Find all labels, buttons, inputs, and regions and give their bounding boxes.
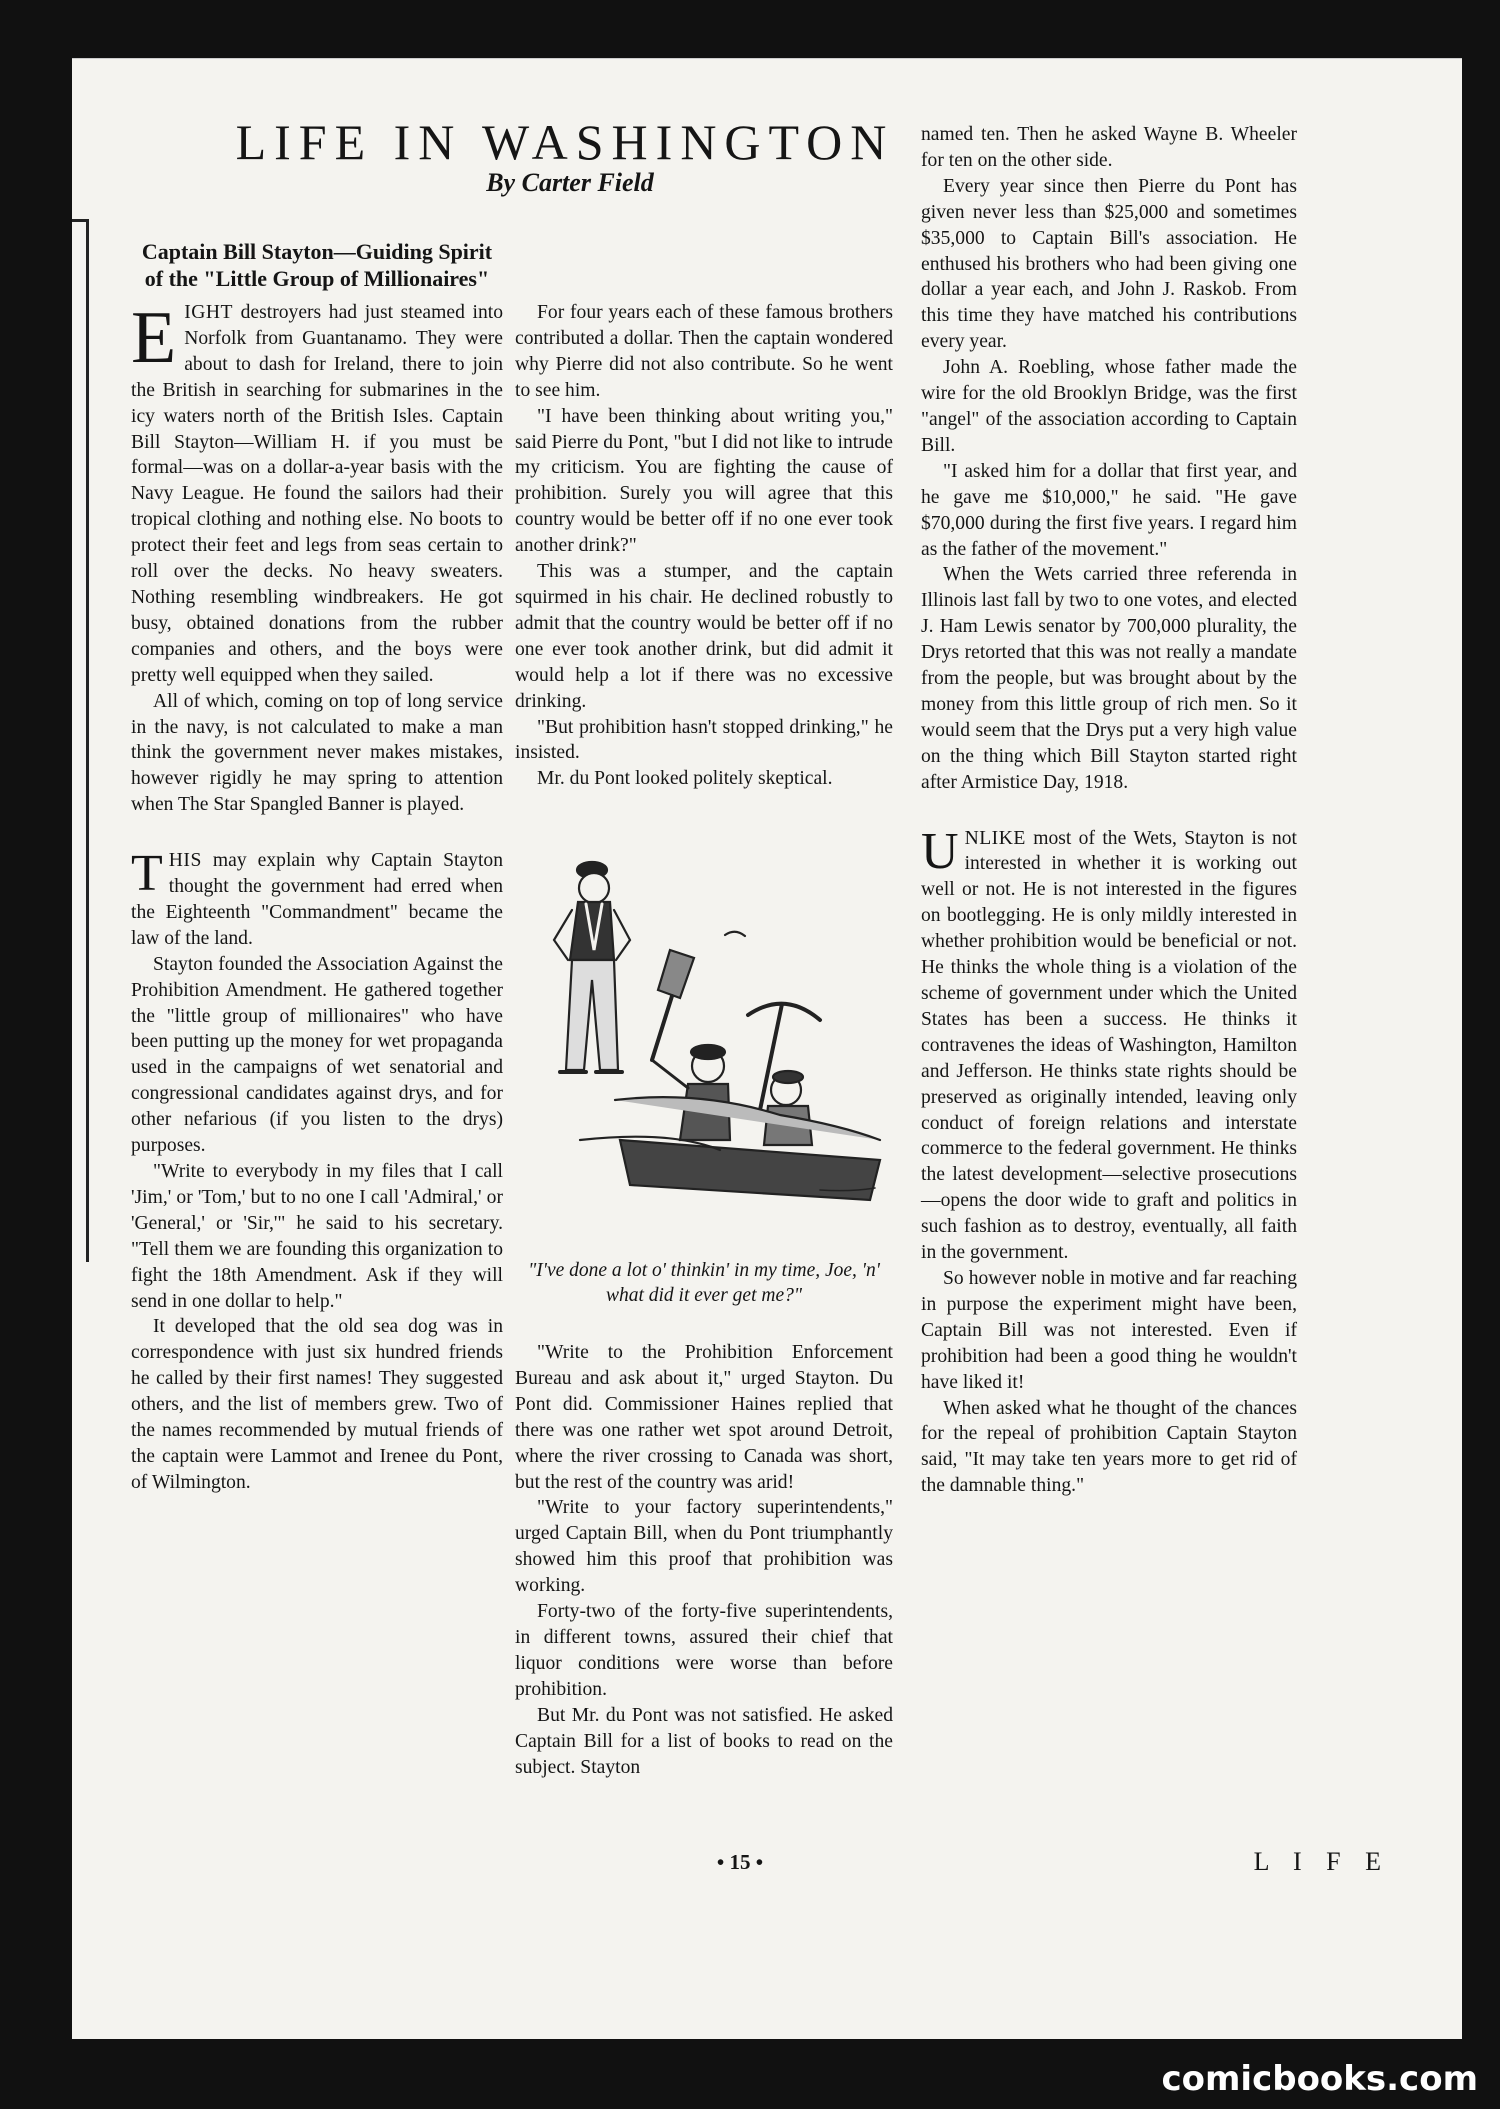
paragraph: Mr. du Pont looked politely skeptical. bbox=[537, 768, 833, 790]
magazine-name: L I F E bbox=[1253, 1847, 1390, 1876]
lead-in: HIS bbox=[168, 850, 202, 872]
cartoon-illustration bbox=[520, 840, 890, 1250]
paragraph: John A. Roebling, whose father made the wire for the old Brooklyn Bridge, was the first "angel" of the association according to Captain Bill. bbox=[921, 357, 1297, 456]
paragraph bbox=[131, 297, 503, 689]
paragraph: All of which, coming on top of long service in the navy, is not calculated to make a man think the government never makes mistakes, however rigidly he may spring to attention when The Star Spangled Banner is played. bbox=[131, 690, 503, 816]
paragraph-text: destroyers had just steamed into Norfolk from Guantanamo. They were about to dash for Ireland, there to join the British in searching for submarines in the icy waters north of the British Isles. Captain Bill Stayton—William H. if you must be formal—was on a dollar-a-year basis with the Navy League. He found the sailors had their tropical clothing and nothing else. No boots to protect their feet and legs from seas certain to roll over the decks. No heavy sweaters. Nothing resembling windbreakers. He got busy, obtained donations from the rubber companies and others, and the boys were pretty well equipped when they sailed. bbox=[131, 302, 503, 686]
paragraph: So however noble in motive and far reaching in purpose the experiment might have been, Captain Bill was not interested. Even if prohibition had been a good thing he wouldn't have liked it! bbox=[921, 1267, 1297, 1393]
paragraph: Stayton founded the Association Against the Prohibition Amendment. He gathered together the "little group of millionaires" who have been putting up the money for wet propaganda used in the campaigns of wet senatorial and congressional candidates against drys, and for other nefarious (if you listen to the drys) purposes. bbox=[131, 953, 503, 1157]
paragraph: "I asked him for a dollar that first year, and he gave me $10,000," he said. "He gave $70,000 during the first five years. I regard him as the father of the movement." bbox=[921, 460, 1297, 560]
paragraph: Forty-two of the forty-five superintendents, in different towns, assured their chief that liquor conditions were worse than before prohibition. bbox=[515, 1601, 893, 1700]
paragraph: Every year since then Pierre du Pont has given never less than $25,000 and sometimes $35,000 to Captain Bill's association. He enthused his brothers who had been giving one dollar a year each, and John J. Raskob. From this time they have matched his contributions every year. bbox=[921, 175, 1297, 353]
paragraph: "Write to your factory superintendents," urged Captain Bill, when du Pont triumphantly showed him this proof that prohibition was working. bbox=[515, 1497, 893, 1597]
text-column-2-continued bbox=[515, 1340, 893, 1780]
paragraph: When the Wets carried three referenda in Illinois last fall by two to one votes, and elected J. Ham Lewis senator by 700,000 plurality, the Drys retorted that this was not really a mandate from the people, but was brought about by the money from this little group of rich men. So it would seem that the Drys put a very high value on the thing which Bill Stayton started right after Armistice Day, 1918. bbox=[921, 564, 1297, 793]
paragraph: But Mr. du Pont was not satisfied. He asked Captain Bill for a list of books to read on the subject. Stayton bbox=[515, 1704, 893, 1778]
paragraph: "Write to the Prohibition Enforcement Bureau and ask about it," urged Stayton. Du Pont did. Commissioner Haines replied that there was one rather wet spot around Detroit, where the river crossing to Canada was short, but the rest of the country was arid! bbox=[515, 1342, 893, 1493]
article-subhead: Captain Bill Stayton—Guiding Spirit of the "Little Group of Millionaires" bbox=[141, 239, 493, 291]
paragraph: "I have been thinking about writing you," said Pierre du Pont, "but I did not like to intrude my criticism. You are fighting the cause of prohibition. Surely you will agree that this country would be better off if no one ever took another drink?" bbox=[515, 405, 893, 557]
page-edge-mark bbox=[72, 219, 89, 1262]
page-number: • 15 • bbox=[716, 1850, 764, 1874]
paragraph: "Write to everybody in my files that I call 'Jim,' or 'Tom,' but to no one I call 'Admiral,' or 'General,' or 'Sir,'" he said to his secretary. "Tell them we are founding this organization to fight the 18th Amendment. Ask if they will send in one dollar to help." bbox=[131, 1161, 503, 1312]
paragraph bbox=[921, 822, 1297, 1266]
text-column-2 bbox=[515, 300, 893, 792]
drop-cap: T bbox=[131, 845, 163, 903]
drop-cap: E bbox=[131, 297, 177, 379]
paragraph: It developed that the old sea dog was in correspondence with just six hundred friends he called by their first names! They suggested others, and the list of members grew. Two of the names recommended by mutual friends of the captain were Lammot and Irenee du Pont, of Wilmington. bbox=[131, 1316, 503, 1493]
article-title: LIFE IN WASHINGTON bbox=[235, 114, 895, 170]
watermark: comicbooks.com bbox=[1161, 2059, 1478, 2099]
lead-in: NLIKE bbox=[964, 827, 1026, 849]
lead-in: IGHT bbox=[184, 302, 233, 323]
paragraph: "But prohibition hasn't stopped drinking," he insisted. bbox=[515, 716, 893, 764]
paragraph-text: most of the Wets, Stayton is not interested in whether it is working out well or not. He is not interested in the figures on bootlegging. He is only mildly interested in whether prohibition would be beneficial or not. He thinks the whole thing is a violation of the scheme of government under which the United States has been a success. He thinks it contravenes the ideas of Washington, Hamilton and Jefferson. He thinks state rights should be preserved as originally intended, leaving only conduct of foreign relations and interstate commerce to the federal government. He thinks the latest development—selective prosecutions—opens the door wide to graft and politics in such fashion as to destroy, eventually, all faith in the government. bbox=[921, 827, 1297, 1264]
article-byline: By Carter Field bbox=[486, 168, 654, 197]
cartoon-caption: "I've done a lot o' thinkin' in my time, Joe, 'n' what did it ever get me?" bbox=[528, 1260, 880, 1306]
paragraph-text: may explain why Captain Stayton thought the government had erred when the Eighteenth "Commandment" became the law of the land. bbox=[131, 850, 503, 949]
paragraph: For four years each of these famous brothers contributed a dollar. Then the captain wondered why Pierre did not also contribute. So he went to see him. bbox=[515, 302, 893, 401]
paragraph: named ten. Then he asked Wayne B. Wheeler for ten on the other side. bbox=[921, 124, 1297, 171]
paragraph: When asked what he thought of the chances for the repeal of prohibition Captain Stayton said, "It may take ten years more to get rid of the damnable thing." bbox=[921, 1397, 1297, 1497]
drop-cap: U bbox=[921, 822, 959, 880]
paragraph: This was a stumper, and the captain squirmed in his chair. He declined robustly to admit that the country would be better off if no one ever took another drink, but did admit it would help a lot if there was no excessive drinking. bbox=[515, 561, 893, 712]
paragraph bbox=[131, 845, 503, 952]
text-column-1 bbox=[131, 297, 503, 1496]
text-column-3 bbox=[921, 122, 1297, 1499]
